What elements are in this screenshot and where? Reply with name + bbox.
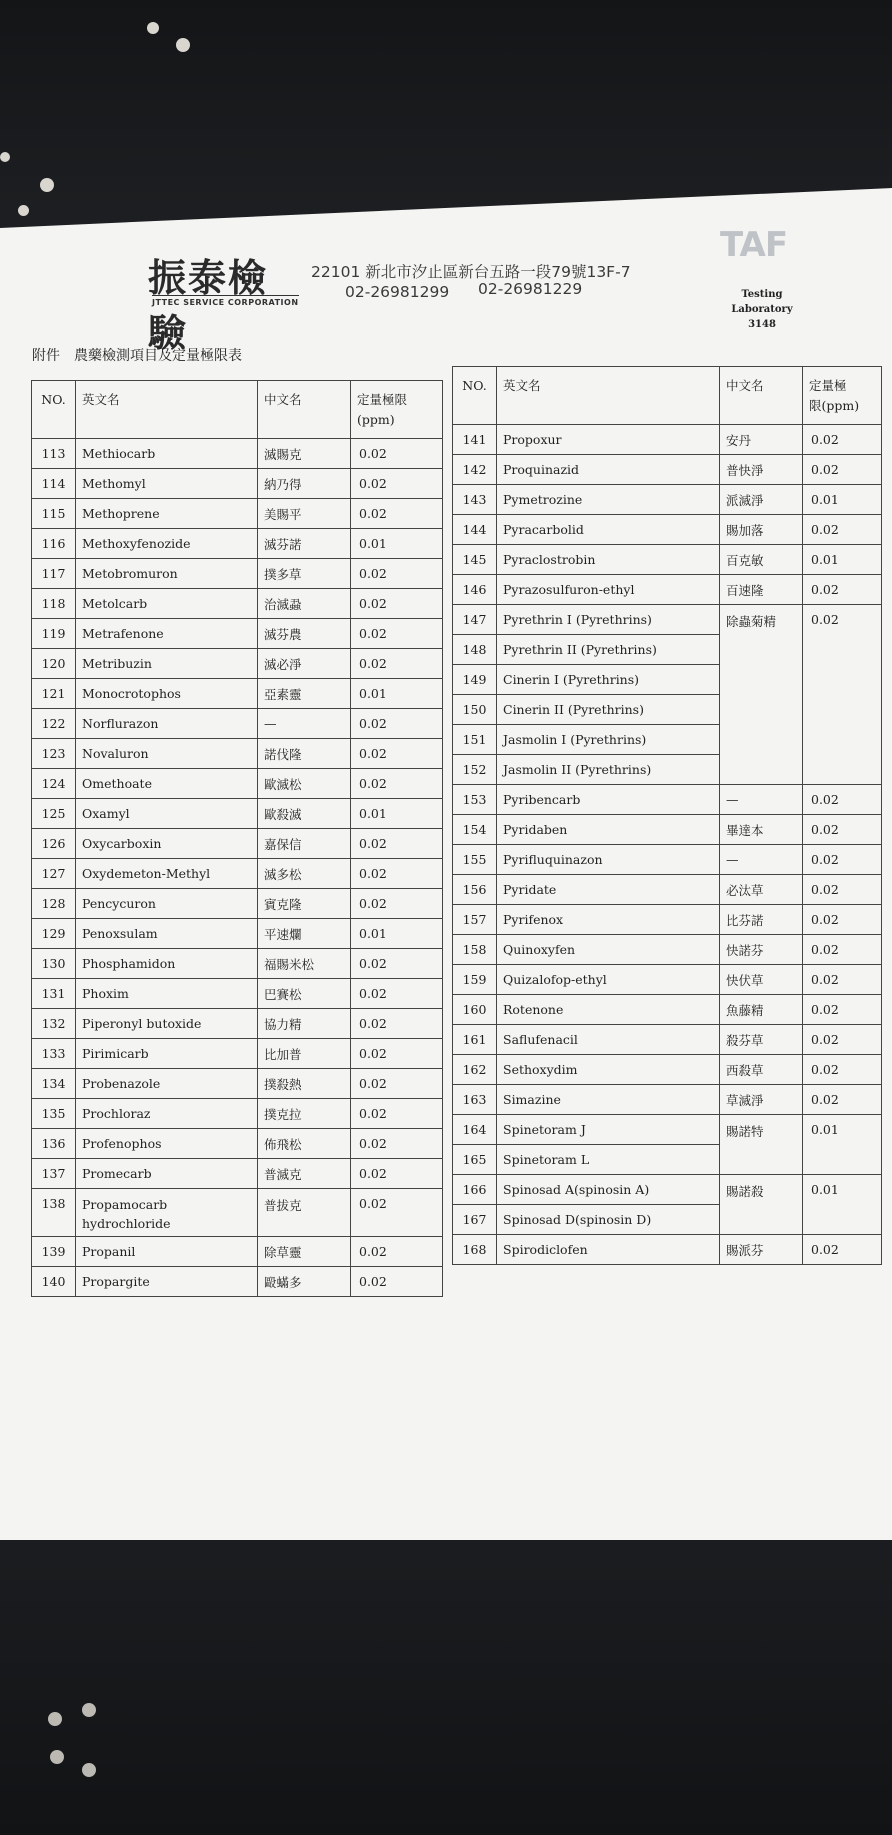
chinese-name: 畢達本 — [720, 815, 803, 845]
english-name: Penoxsulam — [76, 919, 258, 949]
column-header-quantitation-limit: 定量極 限(ppm) — [803, 367, 882, 425]
row-number: 123 — [32, 739, 76, 769]
english-name: Pyracarbolid — [497, 515, 720, 545]
quantitation-limit: 0.02 — [803, 965, 882, 995]
english-name: Jasmolin I (Pyrethrins) — [497, 725, 720, 755]
row-number: 139 — [32, 1237, 76, 1267]
english-name: Phoxim — [76, 979, 258, 1009]
chinese-name: 快伏草 — [720, 965, 803, 995]
table-row — [32, 619, 443, 649]
row-number: 133 — [32, 1039, 76, 1069]
table-row — [32, 739, 443, 769]
english-name: Metribuzin — [76, 649, 258, 679]
quantitation-limit: 0.01 — [803, 485, 882, 515]
row-number: 164 — [453, 1115, 497, 1145]
table-row — [453, 485, 882, 515]
english-name: Propanil — [76, 1237, 258, 1267]
row-number: 155 — [453, 845, 497, 875]
row-number: 140 — [32, 1267, 76, 1297]
row-number: 160 — [453, 995, 497, 1025]
quantitation-limit: 0.02 — [803, 515, 882, 545]
table-row — [32, 1159, 443, 1189]
quantitation-limit: 0.01 — [351, 799, 443, 829]
chinese-name: 嘉保信 — [258, 829, 351, 859]
row-number: 146 — [453, 575, 497, 605]
row-number: 131 — [32, 979, 76, 1009]
table-row — [32, 1129, 443, 1159]
table-row — [453, 605, 882, 635]
chinese-name: 治滅蝨 — [258, 589, 351, 619]
chinese-name: — — [720, 785, 803, 815]
quantitation-limit: 0.02 — [351, 1069, 443, 1099]
chinese-name: 撲殺熱 — [258, 1069, 351, 1099]
pesticide-table-left — [31, 380, 443, 1297]
document-title: 附件 農藥檢測項目及定量極限表 — [32, 348, 242, 364]
chinese-name: — — [720, 845, 803, 875]
chinese-name: 普拔克 — [258, 1189, 351, 1237]
chinese-name: 納乃得 — [258, 469, 351, 499]
quantitation-limit: 0.02 — [351, 1159, 443, 1189]
row-number: 145 — [453, 545, 497, 575]
chinese-name: 除草靈 — [258, 1237, 351, 1267]
row-number: 130 — [32, 949, 76, 979]
taf-logo: TAF — [720, 225, 788, 265]
english-name: Pymetrozine — [497, 485, 720, 515]
row-number: 152 — [453, 755, 497, 785]
table-row — [32, 559, 443, 589]
english-name: Pyrifenox — [497, 905, 720, 935]
english-name: Phosphamidon — [76, 949, 258, 979]
column-header-no: NO. — [32, 381, 76, 439]
company-address: 22101 新北市汐止區新台五路一段79號13F-7 — [311, 263, 631, 281]
row-number: 137 — [32, 1159, 76, 1189]
english-name: Proquinazid — [497, 455, 720, 485]
english-name: Quizalofop-ethyl — [497, 965, 720, 995]
english-name: Pyridaben — [497, 815, 720, 845]
chinese-name: 普滅克 — [258, 1159, 351, 1189]
row-number: 113 — [32, 439, 76, 469]
english-name: Spinosad D(spinosin D) — [497, 1205, 720, 1235]
table-row — [453, 845, 882, 875]
table-row — [453, 815, 882, 845]
table-row — [32, 859, 443, 889]
column-header-english-name: 英文名 — [76, 381, 258, 439]
english-name: Promecarb — [76, 1159, 258, 1189]
row-number: 166 — [453, 1175, 497, 1205]
chinese-name: 百速隆 — [720, 575, 803, 605]
english-name: Pyrifluquinazon — [497, 845, 720, 875]
english-name: Methomyl — [76, 469, 258, 499]
row-number: 128 — [32, 889, 76, 919]
row-number: 121 — [32, 679, 76, 709]
chinese-name: — — [258, 709, 351, 739]
row-number: 161 — [453, 1025, 497, 1055]
background-bottom — [0, 1530, 892, 1835]
chinese-name: 殺芬草 — [720, 1025, 803, 1055]
english-name: Spinosad A(spinosin A) — [497, 1175, 720, 1205]
quantitation-limit: 0.01 — [803, 545, 882, 575]
chinese-name: 歐殺滅 — [258, 799, 351, 829]
english-name: Novaluron — [76, 739, 258, 769]
quantitation-limit: 0.01 — [803, 1175, 882, 1235]
chinese-name: 滅必淨 — [258, 649, 351, 679]
row-number: 124 — [32, 769, 76, 799]
row-number: 126 — [32, 829, 76, 859]
decor-dot — [82, 1763, 96, 1777]
column-header-english-name: 英文名 — [497, 367, 720, 425]
english-name: Saflufenacil — [497, 1025, 720, 1055]
row-number: 129 — [32, 919, 76, 949]
english-name: Pyrethrin II (Pyrethrins) — [497, 635, 720, 665]
row-number: 151 — [453, 725, 497, 755]
english-name: Oxamyl — [76, 799, 258, 829]
chinese-name: 平速爛 — [258, 919, 351, 949]
english-name: Sethoxydim — [497, 1055, 720, 1085]
table-header-row — [453, 367, 882, 425]
table-row — [453, 515, 882, 545]
decor-dot — [82, 1703, 96, 1717]
quantitation-limit: 0.02 — [351, 469, 443, 499]
english-name: Jasmolin II (Pyrethrins) — [497, 755, 720, 785]
quantitation-limit: 0.02 — [351, 619, 443, 649]
english-name: Prochloraz — [76, 1099, 258, 1129]
row-number: 122 — [32, 709, 76, 739]
quantitation-limit: 0.02 — [351, 559, 443, 589]
chinese-name: 草滅淨 — [720, 1085, 803, 1115]
column-header-quantitation-limit: 定量極限 (ppm) — [351, 381, 443, 439]
english-name: Omethoate — [76, 769, 258, 799]
quantitation-limit: 0.02 — [351, 889, 443, 919]
english-name: Methiocarb — [76, 439, 258, 469]
chinese-name: 快諾芬 — [720, 935, 803, 965]
row-number: 127 — [32, 859, 76, 889]
decor-dot — [40, 178, 54, 192]
quantitation-limit: 0.02 — [803, 815, 882, 845]
row-number: 118 — [32, 589, 76, 619]
quantitation-limit: 0.02 — [803, 1235, 882, 1265]
decor-dot — [18, 205, 29, 216]
quantitation-limit: 0.02 — [351, 499, 443, 529]
english-name: Pyrethrin I (Pyrethrins) — [497, 605, 720, 635]
chinese-name: 賜派芬 — [720, 1235, 803, 1265]
quantitation-limit: 0.02 — [351, 949, 443, 979]
english-name: Propargite — [76, 1267, 258, 1297]
quantitation-limit: 0.02 — [803, 935, 882, 965]
english-name: Cinerin I (Pyrethrins) — [497, 665, 720, 695]
quantitation-limit: 0.02 — [803, 425, 882, 455]
quantitation-limit: 0.01 — [351, 679, 443, 709]
table-row — [453, 425, 882, 455]
chinese-name: 毆蟎多 — [258, 1267, 351, 1297]
row-number: 120 — [32, 649, 76, 679]
chinese-name: 賜加落 — [720, 515, 803, 545]
english-name: Methoprene — [76, 499, 258, 529]
table-row — [453, 1025, 882, 1055]
english-name: Pyraclostrobin — [497, 545, 720, 575]
table-row — [32, 649, 443, 679]
quantitation-limit: 0.02 — [803, 605, 882, 785]
table-row — [32, 1267, 443, 1297]
row-number: 154 — [453, 815, 497, 845]
table-row — [32, 1069, 443, 1099]
table-row — [32, 1009, 443, 1039]
row-number: 158 — [453, 935, 497, 965]
decor-dot — [0, 152, 10, 162]
row-number: 115 — [32, 499, 76, 529]
table-row — [32, 829, 443, 859]
chinese-name: 協力精 — [258, 1009, 351, 1039]
row-number: 116 — [32, 529, 76, 559]
quantitation-limit: 0.02 — [351, 1009, 443, 1039]
english-name: Spinetoram J — [497, 1115, 720, 1145]
chinese-name: 福賜米松 — [258, 949, 351, 979]
quantitation-limit: 0.02 — [803, 455, 882, 485]
column-header-no: NO. — [453, 367, 497, 425]
table-row — [453, 965, 882, 995]
english-name: Oxydemeton-Methyl — [76, 859, 258, 889]
table-row — [453, 455, 882, 485]
english-name: Quinoxyfen — [497, 935, 720, 965]
english-name: Oxycarboxin — [76, 829, 258, 859]
decor-dot — [147, 22, 159, 34]
table-row — [32, 529, 443, 559]
table-row — [453, 1235, 882, 1265]
chinese-name: 比芬諾 — [720, 905, 803, 935]
table-row — [453, 905, 882, 935]
chinese-name: 亞素靈 — [258, 679, 351, 709]
chinese-name: 賓克隆 — [258, 889, 351, 919]
english-name: Propoxur — [497, 425, 720, 455]
quantitation-limit: 0.02 — [351, 649, 443, 679]
quantitation-limit: 0.02 — [803, 995, 882, 1025]
chinese-name: 普快淨 — [720, 455, 803, 485]
table-row — [453, 995, 882, 1025]
table-row — [453, 875, 882, 905]
table-row — [453, 935, 882, 965]
row-number: 165 — [453, 1145, 497, 1175]
table-header-row — [32, 381, 443, 439]
english-name: Metobromuron — [76, 559, 258, 589]
lab-number: 3148 — [748, 319, 776, 330]
chinese-name: 滅芬農 — [258, 619, 351, 649]
quantitation-limit: 0.01 — [803, 1115, 882, 1175]
chinese-name: 諾伐隆 — [258, 739, 351, 769]
row-number: 168 — [453, 1235, 497, 1265]
quantitation-limit: 0.02 — [803, 1025, 882, 1055]
quantitation-limit: 0.02 — [351, 1237, 443, 1267]
row-number: 142 — [453, 455, 497, 485]
table-row — [32, 589, 443, 619]
chinese-name: 巴賽松 — [258, 979, 351, 1009]
row-number: 157 — [453, 905, 497, 935]
english-name: Pencycuron — [76, 889, 258, 919]
chinese-name: 佈飛松 — [258, 1129, 351, 1159]
row-number: 136 — [32, 1129, 76, 1159]
english-name: Pirimicarb — [76, 1039, 258, 1069]
quantitation-limit: 0.02 — [351, 829, 443, 859]
table-row — [32, 1237, 443, 1267]
row-number: 150 — [453, 695, 497, 725]
table-row — [32, 709, 443, 739]
table-row — [453, 545, 882, 575]
table-row — [32, 439, 443, 469]
chinese-name: 滅芬諾 — [258, 529, 351, 559]
row-number: 163 — [453, 1085, 497, 1115]
quantitation-limit: 0.02 — [351, 1039, 443, 1069]
quantitation-limit: 0.02 — [351, 1267, 443, 1297]
company-phone-2: 02-26981229 — [478, 280, 583, 298]
row-number: 149 — [453, 665, 497, 695]
quantitation-limit: 0.02 — [803, 1085, 882, 1115]
row-number: 159 — [453, 965, 497, 995]
chinese-name: 滅多松 — [258, 859, 351, 889]
english-name: Spirodiclofen — [497, 1235, 720, 1265]
english-name: Monocrotophos — [76, 679, 258, 709]
table-row — [32, 469, 443, 499]
quantitation-limit: 0.02 — [803, 1055, 882, 1085]
table-row — [453, 1115, 882, 1145]
row-number: 135 — [32, 1099, 76, 1129]
quantitation-limit: 0.02 — [351, 1129, 443, 1159]
row-number: 134 — [32, 1069, 76, 1099]
row-number: 125 — [32, 799, 76, 829]
column-header-chinese-name: 中文名 — [258, 381, 351, 439]
chinese-name: 必汰草 — [720, 875, 803, 905]
column-header-chinese-name: 中文名 — [720, 367, 803, 425]
row-number: 148 — [453, 635, 497, 665]
company-name-cn: 振泰檢驗 — [148, 256, 269, 355]
chinese-name: 美賜平 — [258, 499, 351, 529]
english-name: Pyribencarb — [497, 785, 720, 815]
chinese-name: 撲克拉 — [258, 1099, 351, 1129]
row-number: 156 — [453, 875, 497, 905]
quantitation-limit: 0.02 — [351, 1189, 443, 1237]
chinese-name: 滅賜克 — [258, 439, 351, 469]
quantitation-limit: 0.01 — [351, 529, 443, 559]
quantitation-limit: 0.02 — [351, 439, 443, 469]
chinese-name: 比加普 — [258, 1039, 351, 1069]
row-number: 138 — [32, 1189, 76, 1237]
table-row — [32, 889, 443, 919]
row-number: 162 — [453, 1055, 497, 1085]
quantitation-limit: 0.02 — [351, 589, 443, 619]
company-name-en: JTTEC SERVICE CORPORATION — [152, 295, 299, 307]
row-number: 132 — [32, 1009, 76, 1039]
table-row — [453, 575, 882, 605]
english-name: Methoxyfenozide — [76, 529, 258, 559]
table-row — [32, 949, 443, 979]
company-phone-1: 02-26981299 — [345, 283, 450, 301]
chinese-name: 歐滅松 — [258, 769, 351, 799]
table-row — [32, 919, 443, 949]
quantitation-limit: 0.02 — [803, 785, 882, 815]
quantitation-limit: 0.02 — [803, 875, 882, 905]
table-row — [32, 679, 443, 709]
english-name: Norflurazon — [76, 709, 258, 739]
row-number: 117 — [32, 559, 76, 589]
english-name: Simazine — [497, 1085, 720, 1115]
table-row — [32, 1099, 443, 1129]
chinese-name: 安丹 — [720, 425, 803, 455]
table-row — [32, 979, 443, 1009]
chinese-name: 西殺草 — [720, 1055, 803, 1085]
english-name: Spinetoram L — [497, 1145, 720, 1175]
table-row — [453, 1055, 882, 1085]
chinese-name: 魚藤精 — [720, 995, 803, 1025]
table-row — [453, 785, 882, 815]
english-name: Pyridate — [497, 875, 720, 905]
chinese-name: 賜諾殺 — [720, 1175, 803, 1235]
quantitation-limit: 0.01 — [351, 919, 443, 949]
quantitation-limit: 0.02 — [351, 859, 443, 889]
row-number: 167 — [453, 1205, 497, 1235]
english-name: Profenophos — [76, 1129, 258, 1159]
row-number: 114 — [32, 469, 76, 499]
quantitation-limit: 0.02 — [803, 845, 882, 875]
table-row — [453, 1085, 882, 1115]
lab-accreditation — [712, 287, 812, 332]
english-name: Propamocarb hydrochloride — [76, 1189, 258, 1237]
quantitation-limit: 0.02 — [803, 905, 882, 935]
row-number: 143 — [453, 485, 497, 515]
company-logo — [148, 247, 304, 355]
chinese-name: 撲多草 — [258, 559, 351, 589]
table-row — [32, 499, 443, 529]
english-name: Probenazole — [76, 1069, 258, 1099]
quantitation-limit: 0.02 — [351, 769, 443, 799]
english-name: Metrafenone — [76, 619, 258, 649]
table-row — [32, 769, 443, 799]
english-name: Rotenone — [497, 995, 720, 1025]
decor-dot — [50, 1750, 64, 1764]
table-row — [32, 1189, 443, 1237]
chinese-name: 賜諾特 — [720, 1115, 803, 1175]
row-number: 153 — [453, 785, 497, 815]
quantitation-limit: 0.02 — [351, 739, 443, 769]
pesticide-table-right — [452, 366, 882, 1265]
lab-label: Testing Laboratory — [731, 289, 793, 315]
decor-dot — [48, 1712, 62, 1726]
english-name: Piperonyl butoxide — [76, 1009, 258, 1039]
decor-dot — [176, 38, 190, 52]
row-number: 119 — [32, 619, 76, 649]
english-name: Metolcarb — [76, 589, 258, 619]
quantitation-limit: 0.02 — [351, 1099, 443, 1129]
chinese-name: 派滅淨 — [720, 485, 803, 515]
row-number: 144 — [453, 515, 497, 545]
english-name: Cinerin II (Pyrethrins) — [497, 695, 720, 725]
row-number: 141 — [453, 425, 497, 455]
english-name: Pyrazosulfuron-ethyl — [497, 575, 720, 605]
row-number: 147 — [453, 605, 497, 635]
table-row — [32, 1039, 443, 1069]
quantitation-limit: 0.02 — [351, 979, 443, 1009]
quantitation-limit: 0.02 — [803, 575, 882, 605]
chinese-name: 除蟲菊精 — [720, 605, 803, 785]
table-row — [32, 799, 443, 829]
chinese-name: 百克敏 — [720, 545, 803, 575]
table-row — [453, 1175, 882, 1205]
quantitation-limit: 0.02 — [351, 709, 443, 739]
